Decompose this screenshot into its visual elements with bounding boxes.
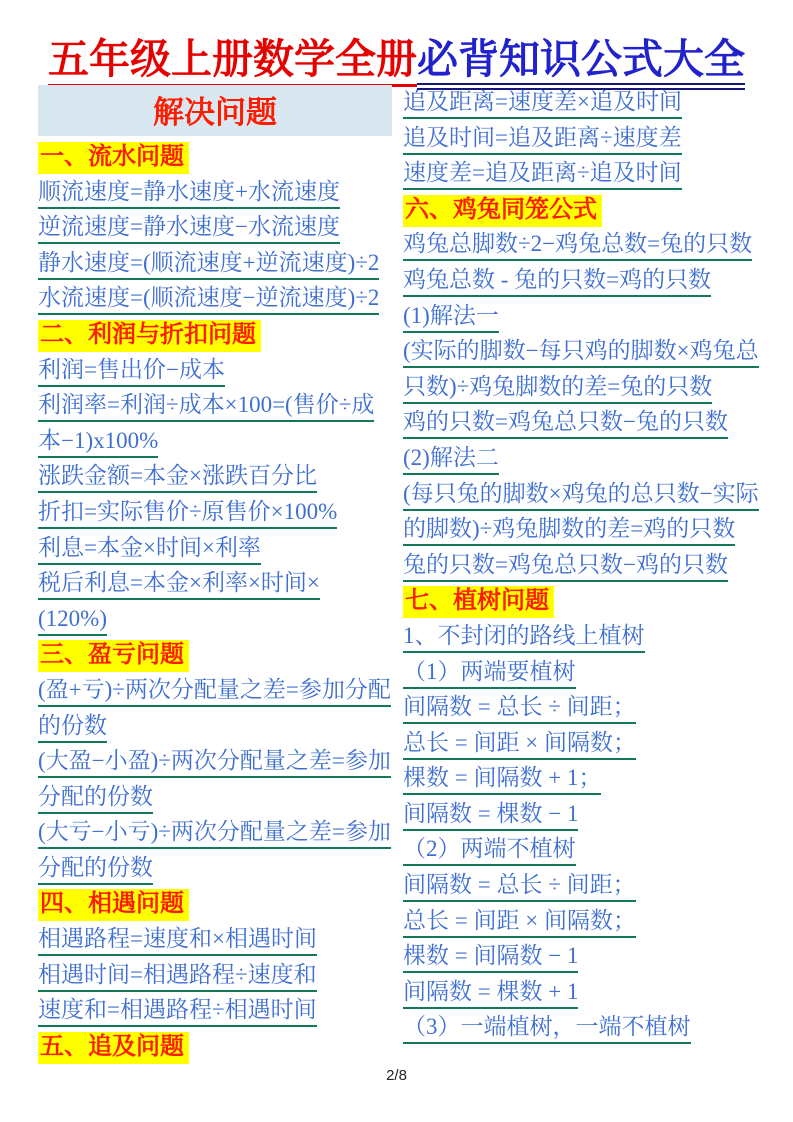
line bbox=[403, 871, 775, 907]
line bbox=[403, 729, 775, 765]
line bbox=[38, 320, 392, 356]
section-heading: 五、追及问题 bbox=[38, 1032, 189, 1064]
line bbox=[38, 391, 392, 427]
line bbox=[403, 551, 775, 587]
right-column-lines bbox=[403, 88, 775, 1049]
formula-line: 鸡兔总数 - 兔的只数=鸡的只数 bbox=[403, 266, 711, 297]
line bbox=[38, 178, 392, 214]
line bbox=[403, 444, 775, 480]
formula-line: （2）两端不植树 bbox=[403, 835, 576, 866]
formula-line: 利息=本金×时间×利率 bbox=[38, 534, 261, 565]
formula-line: （1）两端要植树 bbox=[403, 658, 576, 689]
left-column bbox=[38, 85, 392, 1067]
line bbox=[403, 480, 775, 516]
formula-line: 鸡兔总脚数÷2−鸡兔总数=兔的只数 bbox=[403, 230, 752, 261]
line bbox=[403, 124, 775, 160]
line bbox=[403, 1013, 775, 1049]
formula-line: 折扣=实际售价÷原售价×100% bbox=[38, 498, 337, 529]
section-heading: 三、盈亏问题 bbox=[38, 640, 189, 672]
line bbox=[403, 942, 775, 978]
formula-line: 利润率=利润÷成本×100=(售价÷成 bbox=[38, 391, 374, 422]
line bbox=[38, 854, 392, 890]
formula-line: 间隔数 = 棵数 + 1 bbox=[403, 978, 578, 1009]
formula-line: (120%) bbox=[38, 605, 107, 636]
formula-line: 逆流速度=静水速度−水流速度 bbox=[38, 213, 340, 244]
formula-line: (盈+亏)÷两次分配量之差=参加分配 bbox=[38, 676, 391, 707]
formula-line: 相遇时间=相遇路程÷速度和 bbox=[38, 961, 317, 992]
formula-line: 涨跌金额=本金×涨跌百分比 bbox=[38, 462, 317, 493]
formula-line: 分配的份数 bbox=[38, 783, 153, 814]
formula-line: (大盈−小盈)÷两次分配量之差=参加 bbox=[38, 747, 391, 778]
line bbox=[403, 302, 775, 338]
formula-line: 本−1)x100% bbox=[38, 427, 158, 458]
page-number: 2/8 bbox=[386, 1067, 407, 1084]
formula-line: (2)解法二 bbox=[403, 444, 499, 475]
formula-line: 追及时间=追及距离÷速度差 bbox=[403, 124, 682, 155]
formula-line: 1、不封闭的路线上植树 bbox=[403, 622, 645, 653]
formula-line: 水流速度=(顺流速度−逆流速度)÷2 bbox=[38, 284, 379, 315]
formula-line: 总长 = 间距 × 间隔数； bbox=[403, 729, 636, 760]
line bbox=[38, 462, 392, 498]
line bbox=[403, 907, 775, 943]
formula-line: 兔的只数=鸡兔总只数−鸡的只数 bbox=[403, 551, 728, 582]
line bbox=[403, 159, 775, 195]
formula-line: 总长 = 间距 × 间隔数； bbox=[403, 907, 636, 938]
formula-line: 顺流速度=静水速度+水流速度 bbox=[38, 178, 340, 209]
formula-line: 鸡的只数=鸡兔总只数−兔的只数 bbox=[403, 408, 728, 439]
formula-line: (1)解法一 bbox=[403, 302, 499, 333]
line bbox=[38, 569, 392, 605]
line bbox=[38, 783, 392, 819]
formula-line: 利润=售出价−成本 bbox=[38, 356, 225, 387]
line bbox=[403, 195, 775, 231]
line bbox=[38, 889, 392, 925]
line bbox=[403, 230, 775, 266]
line bbox=[38, 747, 392, 783]
line bbox=[38, 284, 392, 320]
section-heading: 一、流水问题 bbox=[38, 142, 189, 174]
line bbox=[403, 337, 775, 373]
formula-line: 速度和=相遇路程÷相遇时间 bbox=[38, 996, 317, 1027]
formula-line: 静水速度=(顺流速度+逆流速度)÷2 bbox=[38, 249, 379, 280]
line bbox=[403, 835, 775, 871]
line bbox=[403, 408, 775, 444]
line bbox=[38, 925, 392, 961]
section-heading: 二、利润与折扣问题 bbox=[38, 320, 261, 352]
formula-line: 的脚数)÷鸡兔脚数的差=鸡的只数 bbox=[403, 515, 735, 546]
line bbox=[38, 1032, 392, 1068]
formula-line: （3）一端植树，一端不植树 bbox=[403, 1013, 691, 1044]
formula-line: 速度差=追及距离÷追及时间 bbox=[403, 159, 682, 190]
line bbox=[38, 676, 392, 712]
formula-line: 分配的份数 bbox=[38, 854, 153, 885]
formula-line: 只数)÷鸡兔脚数的差=兔的只数 bbox=[403, 373, 712, 404]
line bbox=[403, 373, 775, 409]
formula-line: (每只兔的脚数×鸡兔的总只数−实际 bbox=[403, 480, 759, 511]
title-red-segment: 五年级上册数学全册 bbox=[48, 36, 417, 87]
formula-line: 间隔数 = 总长 ÷ 间距； bbox=[403, 693, 636, 724]
title-blue-segment: 必背知识公式大全 bbox=[417, 36, 745, 90]
formula-line: 棵数 = 间隔数 − 1 bbox=[403, 942, 578, 973]
formula-line: 相遇路程=速度和×相遇时间 bbox=[38, 925, 317, 956]
line bbox=[38, 427, 392, 463]
line bbox=[403, 266, 775, 302]
line bbox=[38, 534, 392, 570]
line bbox=[403, 693, 775, 729]
section-heading: 四、相遇问题 bbox=[38, 889, 189, 921]
formula-line: 间隔数 = 总长 ÷ 间距； bbox=[403, 871, 636, 902]
section-heading: 六、鸡兔同笼公式 bbox=[403, 195, 602, 227]
formula-line: 税后利息=本金×利率×时间× bbox=[38, 569, 320, 600]
line bbox=[38, 996, 392, 1032]
line bbox=[403, 88, 775, 124]
line bbox=[403, 586, 775, 622]
line bbox=[403, 800, 775, 836]
line bbox=[38, 818, 392, 854]
line bbox=[38, 356, 392, 392]
right-column bbox=[403, 88, 775, 1049]
line bbox=[403, 658, 775, 694]
formula-line: 间隔数 = 棵数 − 1 bbox=[403, 800, 578, 831]
formula-line: 的份数 bbox=[38, 712, 107, 743]
formula-line: 追及距离=速度差×追及时间 bbox=[403, 88, 682, 119]
line bbox=[38, 640, 392, 676]
line bbox=[38, 961, 392, 997]
line bbox=[38, 605, 392, 641]
line bbox=[38, 142, 392, 178]
left-column-lines bbox=[38, 142, 392, 1067]
formula-line: 棵数 = 间隔数 + 1； bbox=[403, 764, 601, 795]
left-column-header: 解决问题 bbox=[38, 85, 392, 136]
line bbox=[38, 712, 392, 748]
section-heading: 七、植树问题 bbox=[403, 586, 554, 618]
line bbox=[38, 498, 392, 534]
formula-line: (大亏−小亏)÷两次分配量之差=参加 bbox=[38, 818, 391, 849]
line bbox=[403, 978, 775, 1014]
line bbox=[38, 213, 392, 249]
page-title bbox=[0, 26, 793, 85]
formula-line: (实际的脚数−每只鸡的脚数×鸡兔总 bbox=[403, 337, 759, 368]
line bbox=[38, 249, 392, 285]
line bbox=[403, 764, 775, 800]
line bbox=[403, 515, 775, 551]
line bbox=[403, 622, 775, 658]
